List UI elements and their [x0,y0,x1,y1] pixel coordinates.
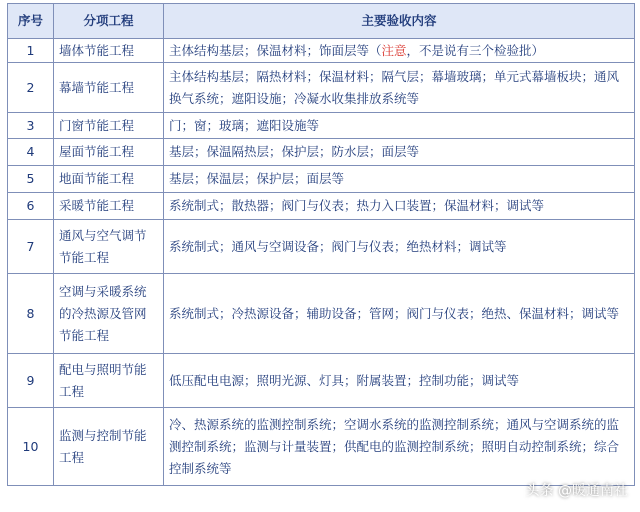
row-name: 地面节能工程 [54,166,164,193]
row-content [164,39,635,63]
row-content: 基层；保温隔热层；保护层；防水层；面层等 [164,139,635,166]
row-seq: 1 [8,39,54,63]
row-name: 墙体节能工程 [54,39,164,63]
table-body [8,39,635,486]
watermark-text: 头条 @暖通南社 [525,483,628,499]
table-row [8,113,635,139]
table-row [8,220,635,274]
table-row [8,39,635,63]
row-name: 监测与控制节能工程 [54,408,164,486]
table-row [8,274,635,354]
row-content: 冷、热源系统的监测控制系统；空调水系统的监测控制系统；通风与空调系统的监测控制系统；监测与计量装置；供配电的监测控制系统；照明自动控制系统；综合控制系统等 [164,408,635,486]
row-content: 低压配电电源；照明光源、灯具；附属装置；控制功能；调试等 [164,354,635,408]
row-content-note: 注意 [381,42,407,58]
row-seq: 9 [8,354,54,408]
row-content: 基层；保温层；保护层；面层等 [164,166,635,193]
row-content-before: 主体结构基层；保温材料；饰面层等（ [169,42,382,58]
row-name: 空调与采暖系统的冷热源及管网节能工程 [54,274,164,354]
row-name: 屋面节能工程 [54,139,164,166]
row-name: 采暖节能工程 [54,193,164,220]
row-seq: 4 [8,139,54,166]
row-seq: 2 [8,63,54,113]
row-content: 主体结构基层；隔热材料；保温材料；隔气层；幕墙玻璃；单元式幕墙板块；通风换气系统；遮阳设施；冷凝水收集排放系统等 [164,63,635,113]
row-name: 门窗节能工程 [54,113,164,139]
row-seq: 7 [8,220,54,274]
watermark [526,480,628,500]
row-content-after: ，不是说有三个检验批） [406,42,545,58]
table-header [8,4,635,39]
table-row [8,354,635,408]
row-content: 系统制式；通风与空调设备；阀门与仪表；绝热材料；调试等 [164,220,635,274]
table-row [8,166,635,193]
row-content: 门；窗；玻璃；遮阳设施等 [164,113,635,139]
header-content: 主要验收内容 [164,4,635,39]
table-row [8,63,635,113]
header-row [8,4,635,39]
row-seq: 10 [8,408,54,486]
row-seq: 6 [8,193,54,220]
row-content: 系统制式；散热器；阀门与仪表；热力入口装置；保温材料；调试等 [164,193,635,220]
header-name: 分项工程 [54,4,164,39]
row-seq: 3 [8,113,54,139]
row-name: 配电与照明节能工程 [54,354,164,408]
row-content: 系统制式；冷热源设备；辅助设备；管网；阀门与仪表；绝热、保温材料；调试等 [164,274,635,354]
row-name: 通风与空气调节节能工程 [54,220,164,274]
row-seq: 8 [8,274,54,354]
acceptance-table [7,3,635,486]
table-row [8,139,635,166]
table-row [8,193,635,220]
row-name: 幕墙节能工程 [54,63,164,113]
row-seq: 5 [8,166,54,193]
header-seq: 序号 [8,4,54,39]
table-row [8,408,635,486]
